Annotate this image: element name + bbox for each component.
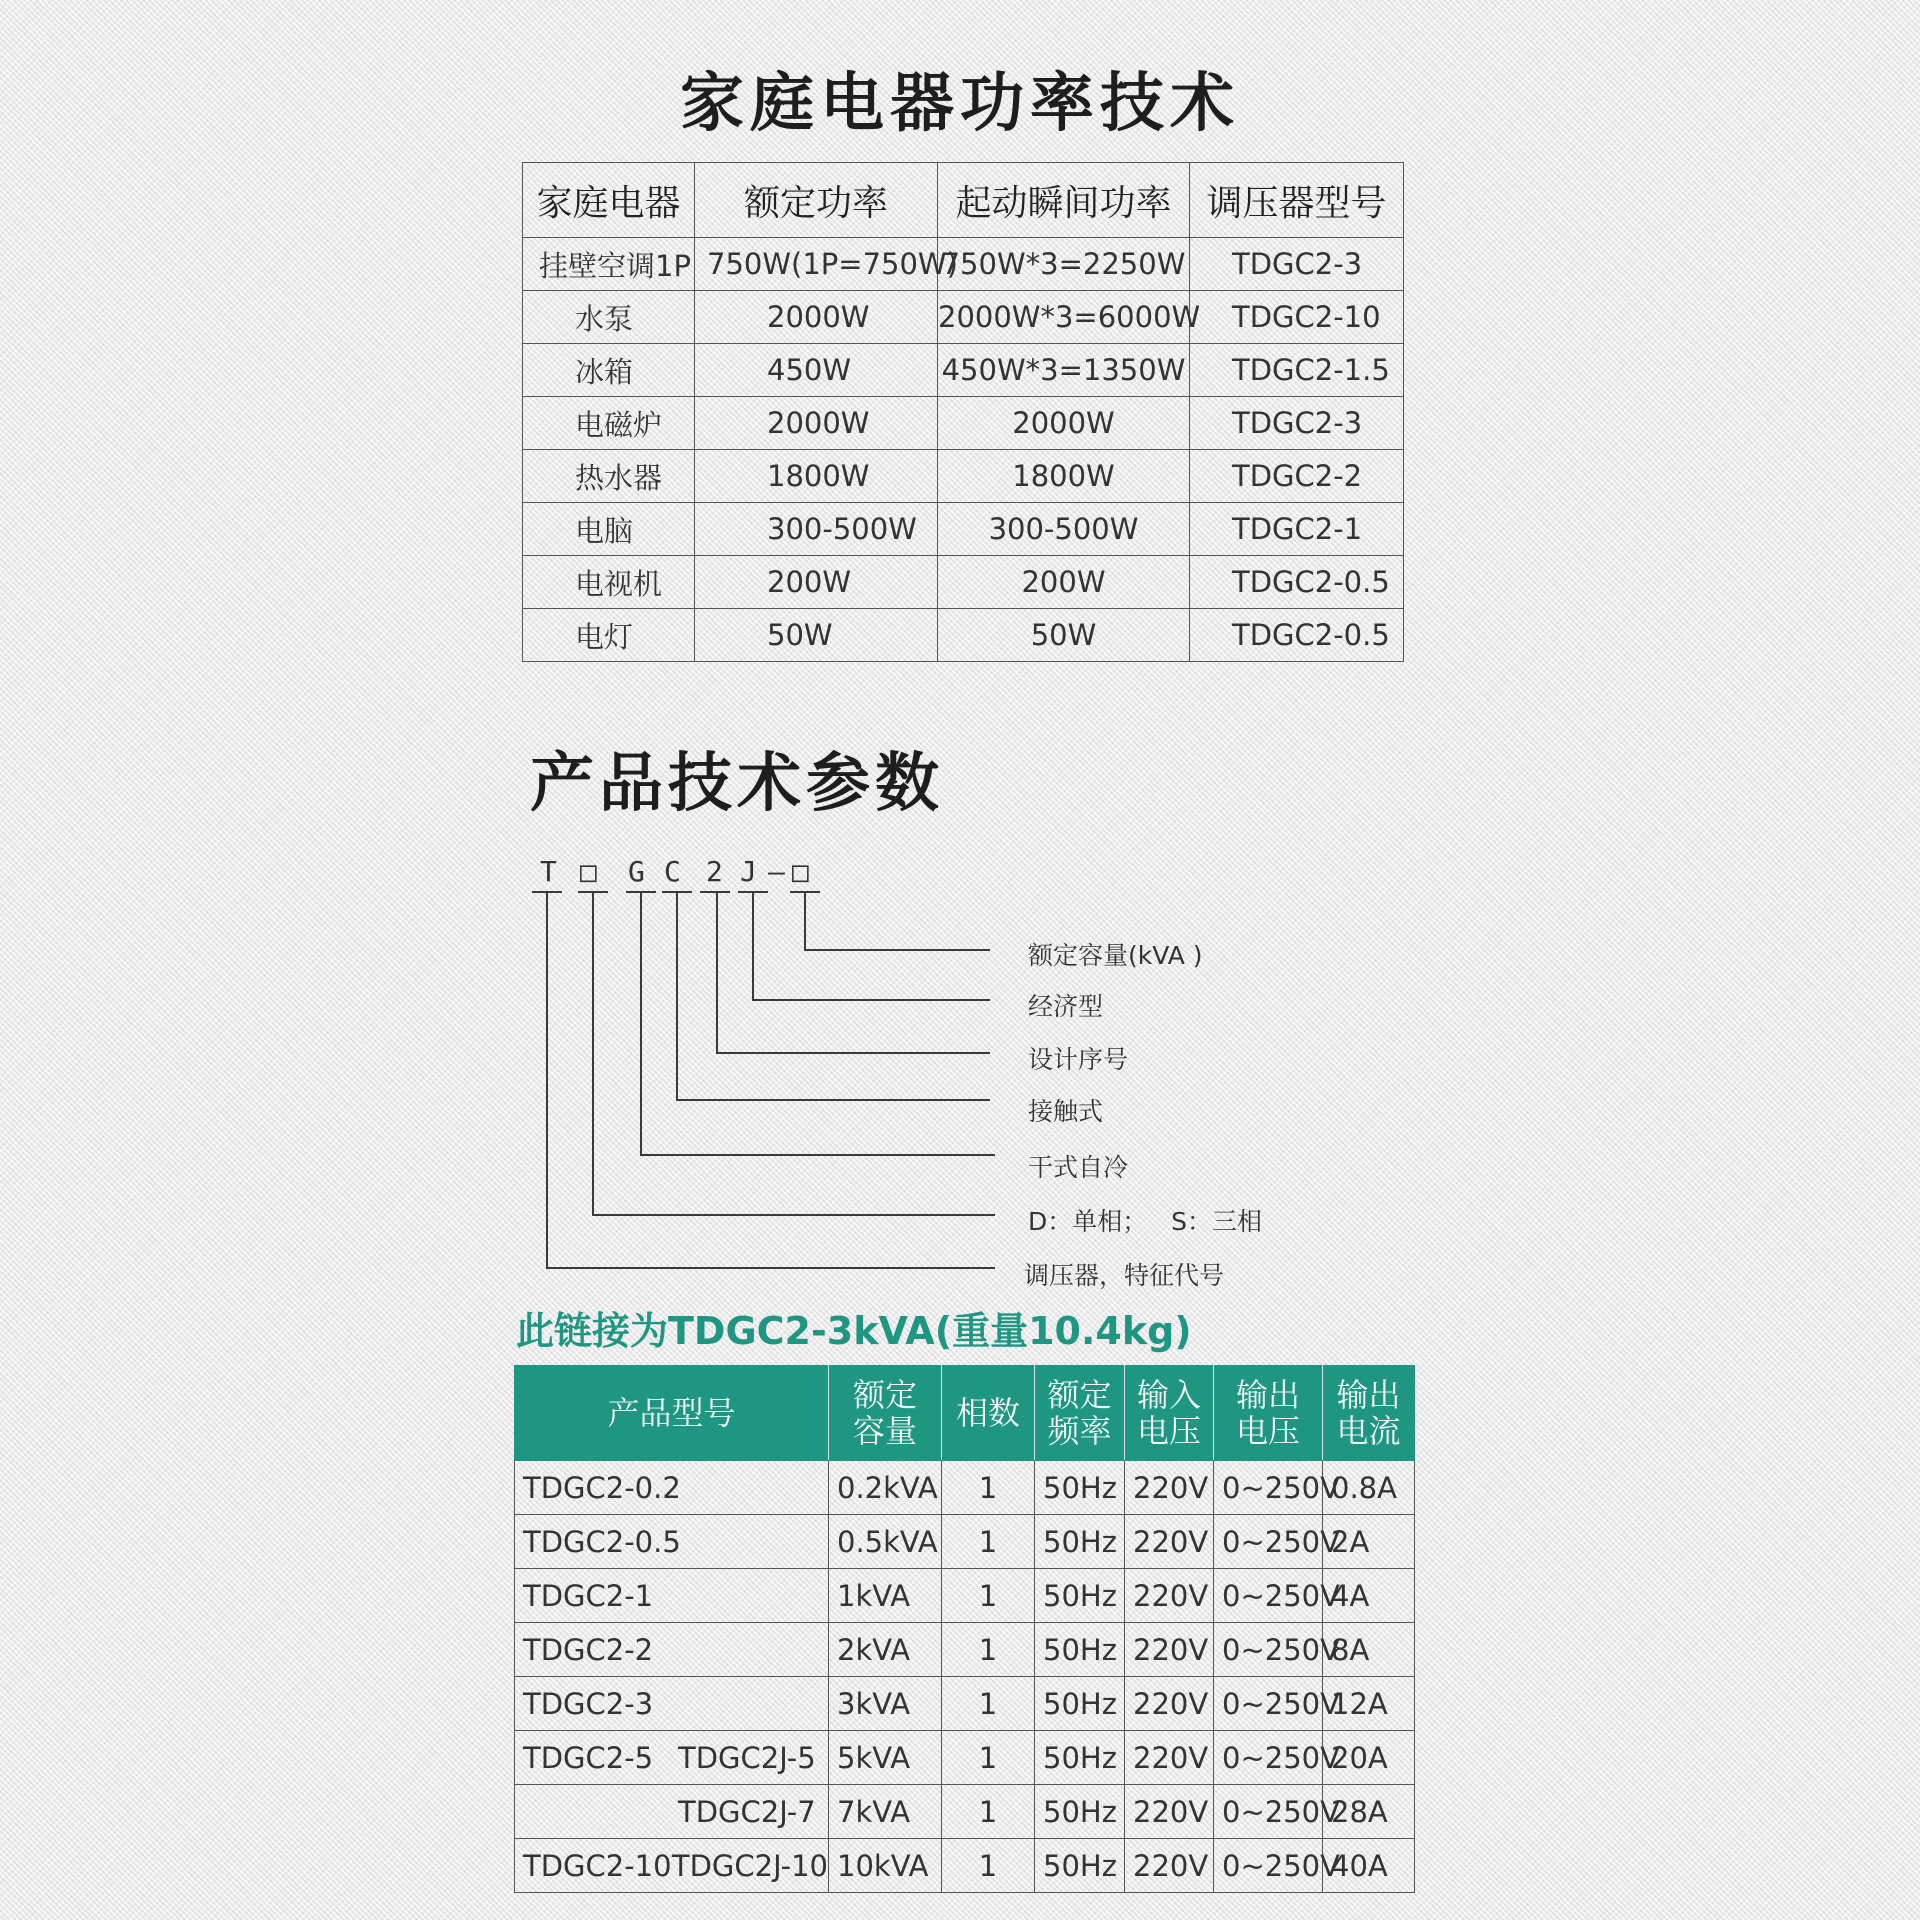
header-phase (942, 1366, 1035, 1461)
cell-regulator-model: TDGC2-2 (1190, 450, 1404, 503)
header-line: 相数 (955, 1394, 1020, 1432)
table-row (523, 556, 1404, 609)
cell-rated-power: 1800W (695, 450, 938, 503)
cell-vin: 220V (1125, 1677, 1214, 1731)
cell-startup-power: 450W*3=1350W (938, 344, 1190, 397)
table-row (515, 1785, 1415, 1839)
table-header-row (523, 163, 1404, 238)
cell-rated-power: 300-500W (695, 503, 938, 556)
header-startup-power: 起动瞬间功率 (938, 163, 1190, 238)
header-line: 额定 (852, 1376, 917, 1414)
cell-startup-power: 200W (938, 556, 1190, 609)
cell-appliance: 电视机 (523, 556, 695, 609)
cell-product-model (515, 1569, 829, 1623)
cell-regulator-model: TDGC2-3 (1190, 397, 1404, 450)
page-title: 家庭电器功率技术 (680, 67, 1240, 141)
table-row (515, 1623, 1415, 1677)
cell-rated-power: 50W (695, 609, 938, 662)
model-standard: TDGC2-3 (523, 1686, 654, 1721)
desc-dry-self-cooling: 干式自冷 (1028, 1153, 1129, 1182)
desc-regulator-code: 调压器，特征代号 (1024, 1261, 1225, 1290)
header-product-model (515, 1366, 829, 1461)
cell-capacity: 5kVA (829, 1731, 942, 1785)
cell-freq: 50Hz (1035, 1731, 1125, 1785)
cell-regulator-model: TDGC2-0.5 (1190, 609, 1404, 662)
cell-capacity: 2kVA (829, 1623, 942, 1677)
header-regulator-model: 调压器型号 (1190, 163, 1404, 238)
cell-phase: 1 (942, 1731, 1035, 1785)
header-rated-frequency (1035, 1366, 1125, 1461)
cell-vin: 220V (1125, 1569, 1214, 1623)
header-line: 频率 (1047, 1412, 1112, 1450)
desc-design-number: 设计序号 (1028, 1045, 1129, 1074)
table-row (523, 397, 1404, 450)
header-rated-capacity (829, 1366, 942, 1461)
header-line: 电压 (1235, 1412, 1300, 1450)
cell-vin: 220V (1125, 1515, 1214, 1569)
cell-vin: 220V (1125, 1839, 1214, 1893)
cell-regulator-model: TDGC2-1.5 (1190, 344, 1404, 397)
cell-vin: 220V (1125, 1785, 1214, 1839)
cell-appliance: 电磁炉 (523, 397, 695, 450)
cell-vin: 220V (1125, 1731, 1214, 1785)
cell-appliance: 水泵 (523, 291, 695, 344)
cell-phase: 1 (942, 1839, 1035, 1893)
header-output-voltage (1214, 1366, 1323, 1461)
cell-rated-power: 2000W (695, 397, 938, 450)
cell-rated-power: 2000W (695, 291, 938, 344)
product-link-note: 此链接为TDGC2-3kVA(重量10.4kg) (516, 1309, 1192, 1353)
table-row (523, 238, 1404, 291)
model-standard: TDGC2-0.5 (523, 1524, 681, 1559)
cell-iout: 0.8A (1323, 1461, 1415, 1515)
product-spec-table (514, 1365, 1415, 1893)
cell-iout: 8A (1323, 1623, 1415, 1677)
cell-phase: 1 (942, 1785, 1035, 1839)
cell-startup-power: 750W*3=2250W (938, 238, 1190, 291)
cell-appliance: 电灯 (523, 609, 695, 662)
header-appliance: 家庭电器 (523, 163, 695, 238)
cell-capacity: 7kVA (829, 1785, 942, 1839)
cell-regulator-model: TDGC2-10 (1190, 291, 1404, 344)
cell-phase: 1 (942, 1515, 1035, 1569)
table-header-row (515, 1366, 1415, 1461)
cell-iout: 20A (1323, 1731, 1415, 1785)
cell-iout: 4A (1323, 1569, 1415, 1623)
desc-rated-capacity: 额定容量(kVA ) (1028, 941, 1203, 970)
cell-startup-power: 2000W (938, 397, 1190, 450)
cell-vout: 0~250V (1214, 1839, 1323, 1893)
cell-phase: 1 (942, 1569, 1035, 1623)
cell-regulator-model: TDGC2-3 (1190, 238, 1404, 291)
cell-vout: 0~250V (1214, 1569, 1323, 1623)
appliance-power-table (522, 162, 1404, 662)
cell-capacity: 0.2kVA (829, 1461, 942, 1515)
table-row (515, 1677, 1415, 1731)
header-input-voltage (1125, 1366, 1214, 1461)
cell-capacity: 1kVA (829, 1569, 942, 1623)
cell-product-model (515, 1623, 829, 1677)
table-row (515, 1731, 1415, 1785)
header-line: 容量 (852, 1412, 917, 1450)
cell-iout: 40A (1323, 1839, 1415, 1893)
cell-iout: 12A (1323, 1677, 1415, 1731)
table-row (523, 503, 1404, 556)
cell-vin: 220V (1125, 1461, 1214, 1515)
cell-rated-power: 450W (695, 344, 938, 397)
cell-freq: 50Hz (1035, 1461, 1125, 1515)
code-letter: 2 (706, 855, 723, 888)
table-row (515, 1569, 1415, 1623)
cell-product-model (515, 1839, 829, 1893)
cell-iout: 28A (1323, 1785, 1415, 1839)
cell-freq: 50Hz (1035, 1839, 1125, 1893)
model-economy: TDGC2J-10 (671, 1848, 828, 1883)
model-economy: TDGC2J-5 (678, 1740, 816, 1775)
cell-freq: 50Hz (1035, 1677, 1125, 1731)
cell-rated-power: 750W(1P=750W) (695, 238, 938, 291)
code-letter: □ (792, 855, 809, 888)
cell-regulator-model: TDGC2-0.5 (1190, 556, 1404, 609)
cell-iout: 2A (1323, 1515, 1415, 1569)
header-line: 额定 (1047, 1376, 1112, 1414)
cell-product-model (515, 1785, 829, 1839)
model-standard: TDGC2-5 (523, 1740, 654, 1775)
cell-phase: 1 (942, 1623, 1035, 1677)
model-standard: TDGC2-1 (523, 1578, 654, 1613)
cell-product-model (515, 1515, 829, 1569)
cell-product-model (515, 1677, 829, 1731)
section-title: 产品技术参数 (530, 747, 944, 821)
cell-freq: 50Hz (1035, 1515, 1125, 1569)
code-letter: J (740, 855, 757, 888)
table-row (515, 1515, 1415, 1569)
cell-capacity: 0.5kVA (829, 1515, 942, 1569)
cell-startup-power: 300-500W (938, 503, 1190, 556)
table-row (523, 450, 1404, 503)
code-letter: □ (580, 855, 597, 888)
cell-capacity: 3kVA (829, 1677, 942, 1731)
code-letter: – (768, 855, 785, 888)
header-line: 产品型号 (607, 1394, 736, 1432)
header-line: 输入 (1136, 1376, 1201, 1414)
table-row (515, 1839, 1415, 1893)
header-output-current (1323, 1366, 1415, 1461)
cell-regulator-model: TDGC2-1 (1190, 503, 1404, 556)
cell-vout: 0~250V (1214, 1623, 1323, 1677)
cell-appliance: 冰箱 (523, 344, 695, 397)
cell-vout: 0~250V (1214, 1515, 1323, 1569)
header-line: 电压 (1136, 1412, 1201, 1450)
desc-contact-type: 接触式 (1028, 1097, 1104, 1126)
table-row (523, 609, 1404, 662)
cell-appliance: 电脑 (523, 503, 695, 556)
code-letter: G (628, 855, 645, 888)
model-standard: TDGC2-0.2 (523, 1470, 681, 1505)
cell-freq: 50Hz (1035, 1569, 1125, 1623)
cell-rated-power: 200W (695, 556, 938, 609)
code-letter: T (540, 855, 557, 888)
header-line: 输出 (1336, 1376, 1401, 1414)
desc-phase: D：单相； S：三相 (1028, 1207, 1262, 1236)
model-standard: TDGC2-10 (523, 1848, 672, 1883)
cell-vout: 0~250V (1214, 1731, 1323, 1785)
cell-vin: 220V (1125, 1623, 1214, 1677)
cell-freq: 50Hz (1035, 1785, 1125, 1839)
cell-phase: 1 (942, 1461, 1035, 1515)
table-row (523, 291, 1404, 344)
header-rated-power: 额定功率 (695, 163, 938, 238)
cell-capacity: 10kVA (829, 1839, 942, 1893)
cell-appliance: 挂壁空调1P (523, 238, 695, 291)
cell-vout: 0~250V (1214, 1677, 1323, 1731)
cell-vout: 0~250V (1214, 1785, 1323, 1839)
table-row (523, 344, 1404, 397)
model-standard: TDGC2-2 (523, 1632, 654, 1667)
code-letter: C (664, 855, 681, 888)
table-row (515, 1461, 1415, 1515)
cell-startup-power: 1800W (938, 450, 1190, 503)
cell-phase: 1 (942, 1677, 1035, 1731)
header-line: 电流 (1336, 1412, 1401, 1450)
cell-product-model (515, 1731, 829, 1785)
model-standard (523, 1795, 678, 1829)
cell-freq: 50Hz (1035, 1623, 1125, 1677)
cell-startup-power: 50W (938, 609, 1190, 662)
cell-product-model (515, 1461, 829, 1515)
cell-startup-power: 2000W*3=6000W (938, 291, 1190, 344)
cell-appliance: 热水器 (523, 450, 695, 503)
model-economy: TDGC2J-7 (678, 1794, 816, 1829)
header-line: 输出 (1235, 1376, 1300, 1414)
desc-economy-type: 经济型 (1028, 992, 1104, 1021)
cell-vout: 0~250V (1214, 1461, 1323, 1515)
